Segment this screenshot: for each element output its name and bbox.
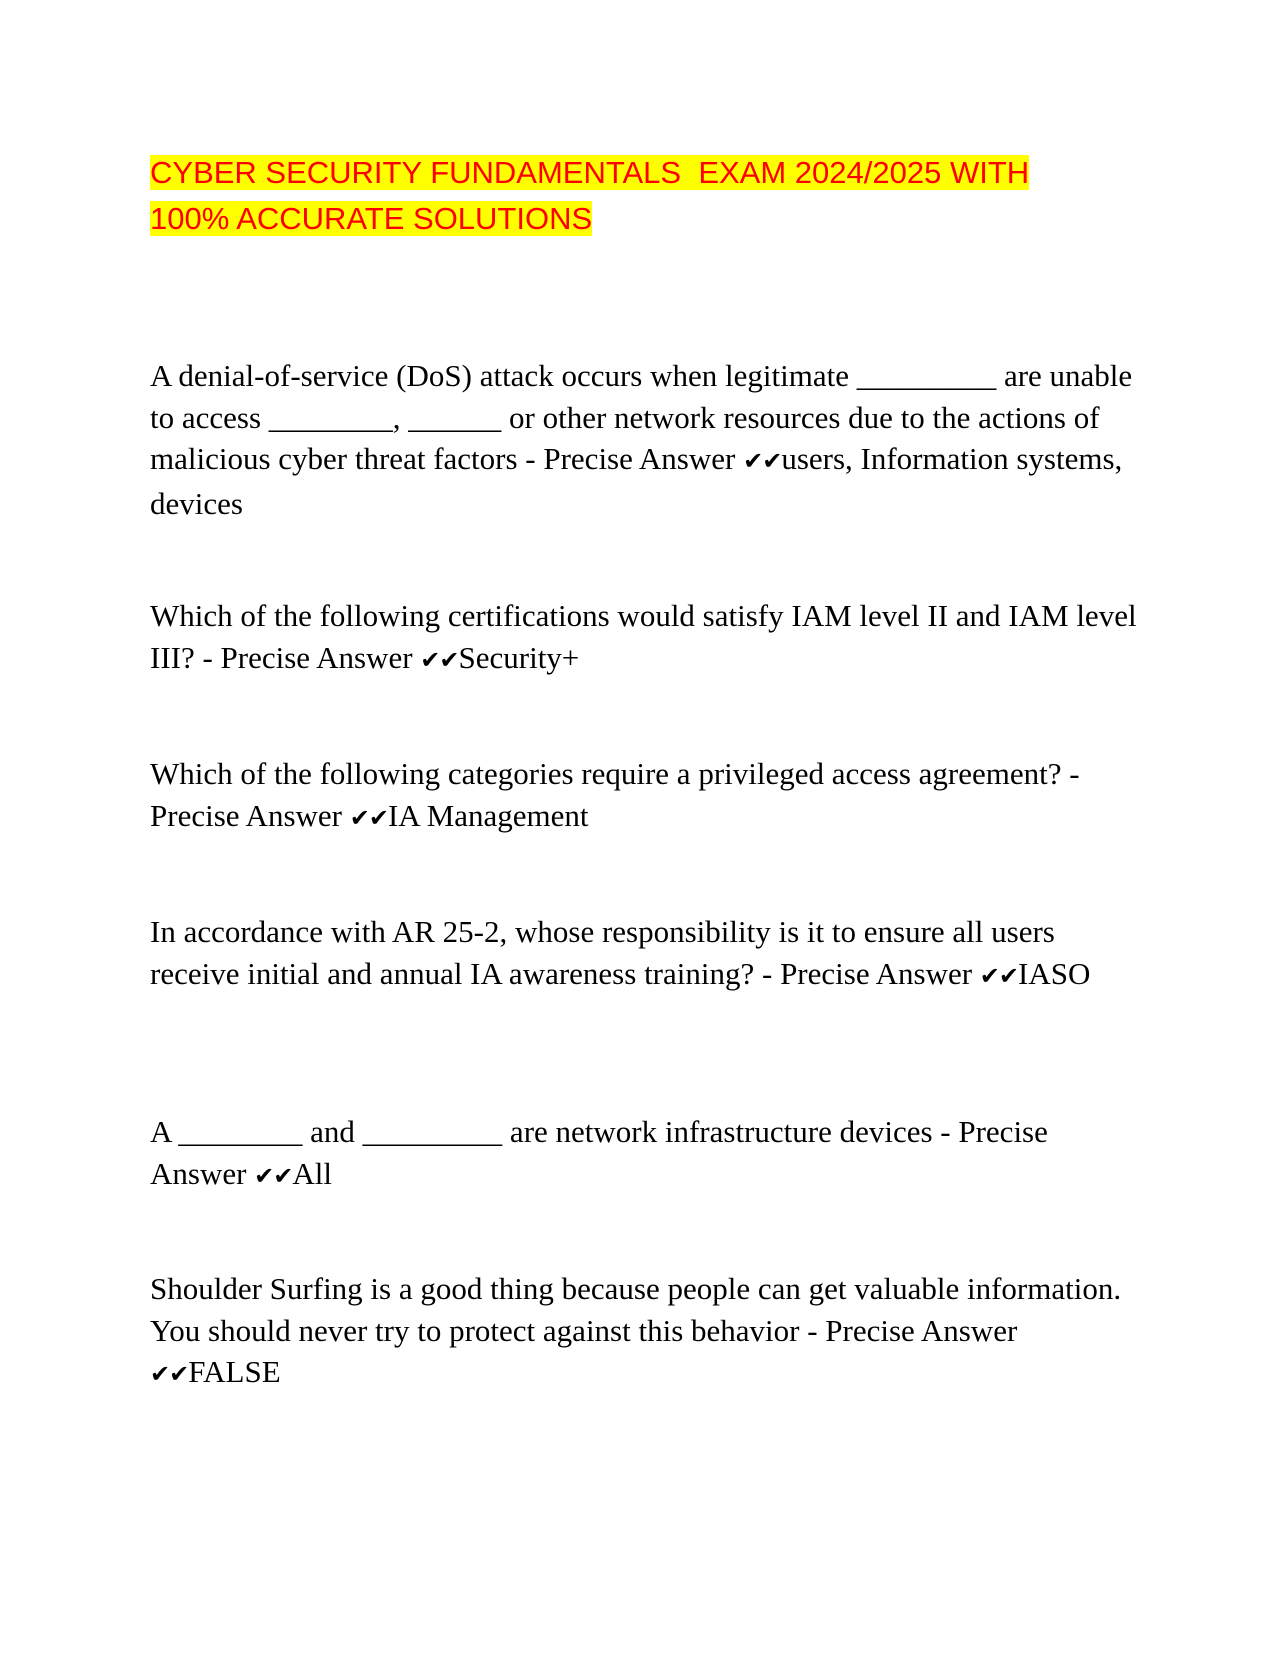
- answer-text: users, Information systems, devices: [150, 441, 1123, 521]
- title-line-2: 100% ACCURATE SOLUTIONS: [150, 201, 593, 236]
- qa-item-1: [150, 355, 1140, 524]
- checkmark-icon: ✔✔: [254, 1161, 293, 1190]
- checkmark-icon: ✔✔: [979, 961, 1019, 990]
- answer-text: Security+: [458, 639, 580, 675]
- question-text: Which of the following categories require a privileged access agreement? - Precise Answer: [150, 756, 1080, 833]
- answer-text: All: [292, 1155, 333, 1191]
- question-text: Shoulder Surfing is a good thing because people can get valuable information. You should never try to protect against this behavior - Precise Answer: [150, 1271, 1122, 1348]
- qa-item-6: [150, 1268, 1140, 1396]
- question-text: A ________ and _________ are network infrastructure devices - Precise Answer: [150, 1114, 1048, 1191]
- checkmark-icon: ✔✔: [420, 645, 459, 674]
- qa-item-4: [150, 911, 1140, 997]
- answer-text: IASO: [1018, 955, 1091, 991]
- answer-text: IA Management: [387, 797, 589, 833]
- document-title: [150, 150, 1110, 242]
- qa-item-2: [150, 595, 1140, 681]
- qa-item-3: [150, 753, 1140, 839]
- checkmark-icon: ✔✔: [743, 447, 782, 475]
- question-text: A denial-of-service (DoS) attack occurs when legitimate _________ are unable to access ________, ______ or other network resources due to the actions of malicious cyber threat factors - Precise Answer: [150, 358, 1133, 476]
- checkmark-icon: ✔✔: [349, 803, 388, 832]
- qa-item-5: [150, 1111, 1140, 1197]
- title-line-1: CYBER SECURITY FUNDAMENTALS EXAM 2024/2025 WITH: [150, 155, 1030, 190]
- question-text: In accordance with AR 25-2, whose responsibility is it to ensure all users receive initial and annual IA awareness training? - Precise Answer: [150, 914, 1055, 991]
- question-text: Which of the following certifications would satisfy IAM level II and IAM level III? - Precise Answer: [150, 598, 1137, 675]
- answer-text: FALSE: [188, 1354, 281, 1389]
- checkmark-icon: ✔✔: [150, 1360, 189, 1388]
